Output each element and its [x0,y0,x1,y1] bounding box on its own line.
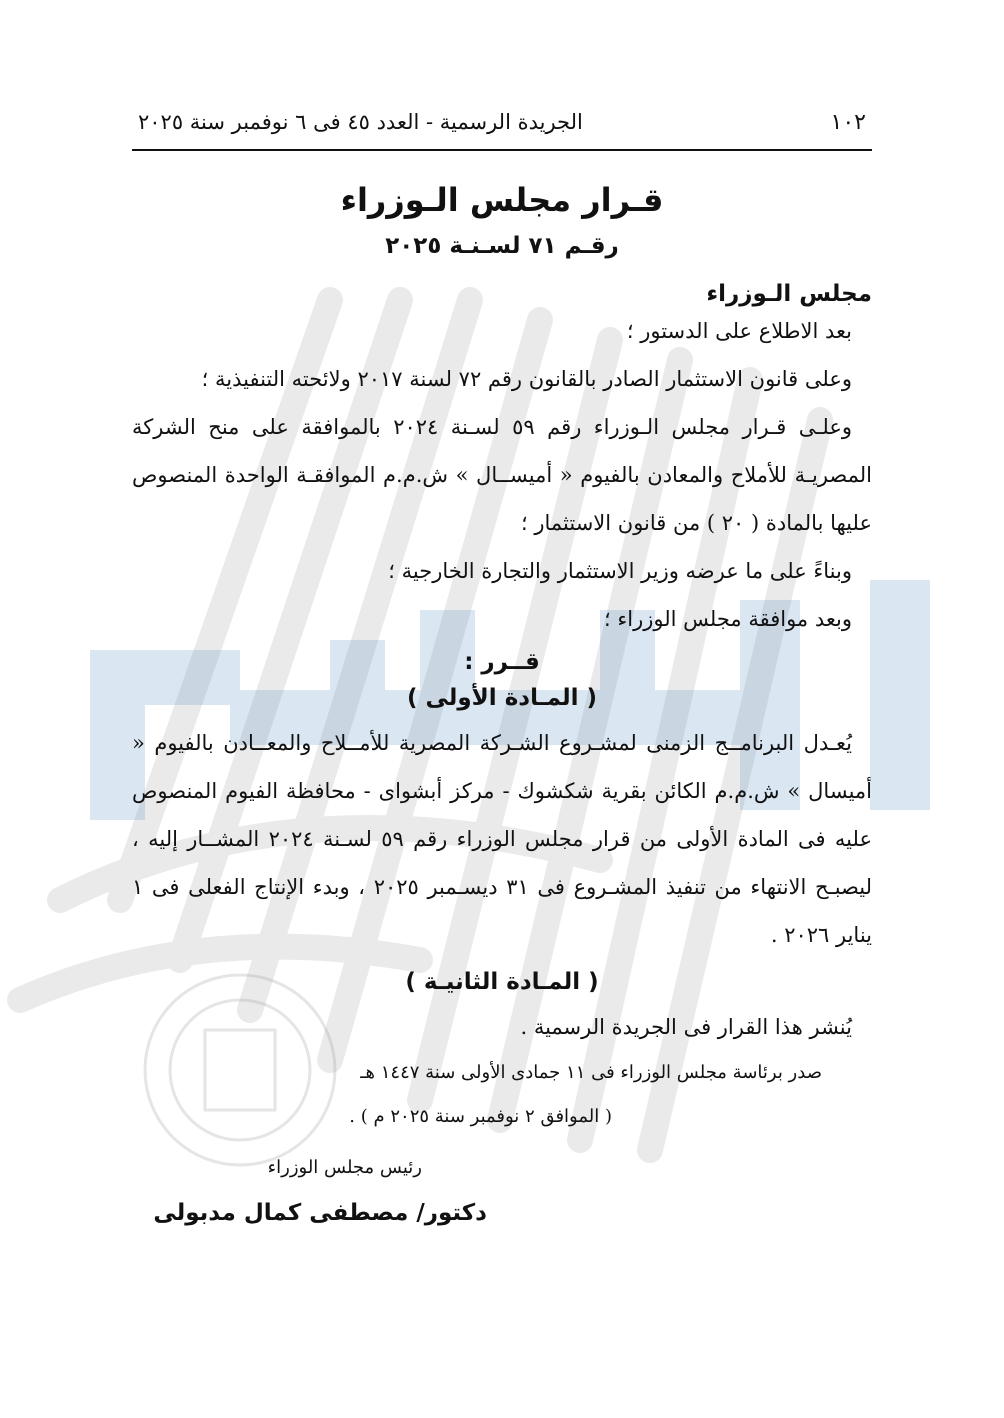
preamble-paragraph: وبناءً على ما عرضه وزير الاستثمار والتجارة الخارجية ؛ [388,559,852,583]
decree-title: قـرار مجلس الـوزراء [340,181,664,219]
page-number: ١٠٢ [830,110,866,135]
running-header [132,110,872,151]
preamble-paragraph: وعلـى قـرار مجلس الـوزراء رقم ٥٩ لسـنة ٢٠٢٤ بالموافقة على منح الشركة المصريـة للأملاح والمعادن بالفيوم « أميســال » ش.م.م الموافقـة الواحدة المنصوص عليها بالمادة ( ٢٠ ) من قانون الاستثمار ؛ [132,415,872,535]
article-2-text: يُنشر هذا القرار فى الجريدة الرسمية . [520,1015,852,1039]
article-2-heading: ( المـادة الثانيـة ) [405,969,599,995]
preamble-paragraph: وبعد موافقة مجلس الوزراء ؛ [604,607,852,631]
signatory-title: رئيس مجلس الوزراء [267,1157,422,1178]
council-heading: مجلس الـوزراء [706,281,872,307]
decreed-label: قــرر : [464,649,540,675]
issued-date-gregorian: ( الموافق ٢ نوفمبر سنة ٢٠٢٥ م ) . [349,1106,612,1127]
running-title: الجريدة الرسمية - العدد ٤٥ فى ٦ نوفمبر سنة ٢٠٢٥ [138,110,583,134]
preamble-paragraph: وعلى قانون الاستثمار الصادر بالقانون رقم ٧٢ لسنة ٢٠١٧ ولائحته التنفيذية ؛ [201,367,852,391]
signatory-name: دكتور/ مصطفى كمال مدبولى [153,1200,487,1226]
preamble-paragraph: بعد الاطلاع على الدستور ؛ [626,319,852,343]
article-1-text: يُعـدل البرنامــج الزمنى لمشـروع الشـركة المصرية للأمــلاح والمعــادن بالفيوم « أميسال » ش.م.م الكائن بقرية شكشوك - مركز أبشواى - محافظة الفيوم المنصوص عليه فى المادة الأولى من قرار مجلس الوزراء رقم ٥٩ لسـنة ٢٠٢٤ المشــار إليه ، ليصبـح الانتهاء من تنفيذ المشـروع فى ٣١ ديسـمبر ٢٠٢٥ ، وبدء الإنتاج الفعلى فى ١ يناير ٢٠٢٦ . [132,731,872,947]
article-1-heading: ( المـادة الأولى ) [406,685,598,711]
document-content [132,110,872,1226]
decree-number: رقـم ٧١ لسـنـة ٢٠٢٥ [385,233,619,259]
issued-date-hijri: صدر برئاسة مجلس الوزراء فى ١١ جمادى الأولى سنة ١٤٤٧ هـ [360,1062,822,1083]
